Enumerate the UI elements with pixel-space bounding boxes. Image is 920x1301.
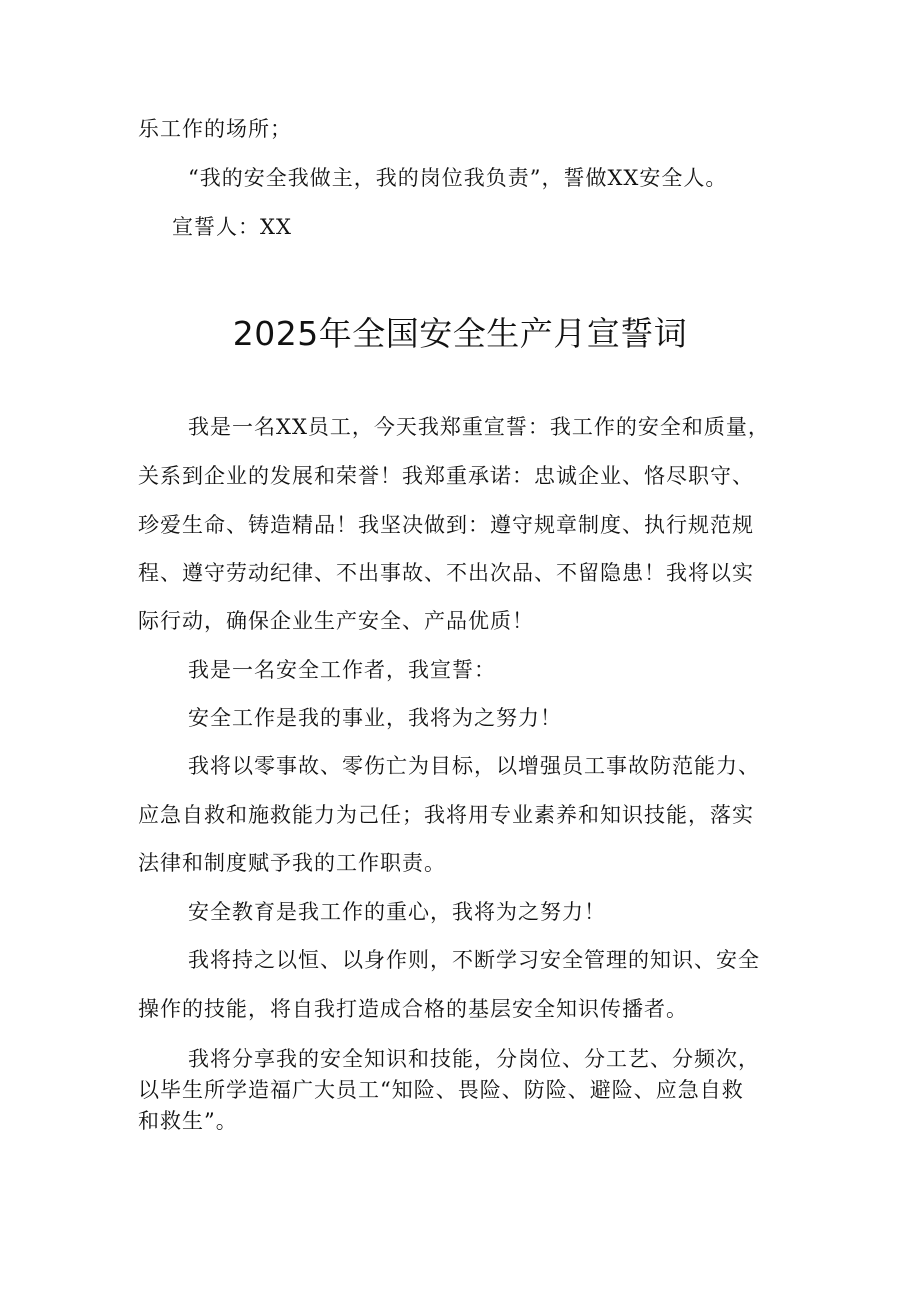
paragraph-1-line-1: 我是一名XX员工，今天我郑重宣誓：我工作的安全和质量， — [188, 415, 770, 439]
paragraph-1-line-5: 际行动，确保企业生产安全、产品优质！ — [138, 609, 534, 633]
paragraph-3: 安全工作是我的事业，我将为之努力！ — [188, 706, 562, 730]
paragraph-2: 我是一名安全工作者，我宣誓： — [188, 658, 496, 682]
paragraph-4-line-2: 应急自救和施救能力为己任；我将用专业素养和知识技能，落实 — [138, 803, 754, 827]
document-title: 2025年全国安全生产月宣誓词 — [232, 314, 688, 353]
paragraph-1-line-4: 程、遵守劳动纪律、不出事故、不出次品、不留隐患！我将以实 — [138, 561, 754, 585]
paragraph-7-line-3: 和救生”。 — [138, 1109, 238, 1133]
paragraph-6-line-1: 我将持之以恒、以身作则，不断学习安全管理的知识、安全 — [188, 948, 760, 972]
paragraph-7-line-2: 以毕生所学造福广大员工“知险、畏险、防险、避险、应急自救 — [138, 1078, 744, 1102]
paragraph-6-line-2: 操作的技能，将自我打造成合格的基层安全知识传播者。 — [138, 997, 688, 1021]
paragraph-4-line-1: 我将以零事故、零伤亡为目标，以增强员工事故防范能力、 — [188, 754, 760, 778]
paragraph-1-line-3: 珍爱生命、铸造精品！我坚决做到：遵守规章制度、执行规范规 — [138, 513, 754, 537]
paragraph-5: 安全教育是我工作的重心，我将为之努力！ — [188, 900, 606, 924]
signer-line: 宣誓人：XX — [172, 215, 292, 239]
paragraph-4-line-3: 法律和制度赋予我的工作职责。 — [138, 851, 446, 875]
paragraph-7-line-1: 我将分享我的安全知识和技能，分岗位、分工艺、分频次， — [188, 1047, 760, 1071]
intro-line-2: “我的安全我做主，我的岗位我负责”，誓做XX安全人。 — [188, 166, 728, 190]
paragraph-1-line-2: 关系到企业的发展和荣誉！我郑重承诺：忠诚企业、恪尽职守、 — [138, 464, 754, 488]
intro-line-1: 乐工作的场所； — [138, 117, 292, 141]
